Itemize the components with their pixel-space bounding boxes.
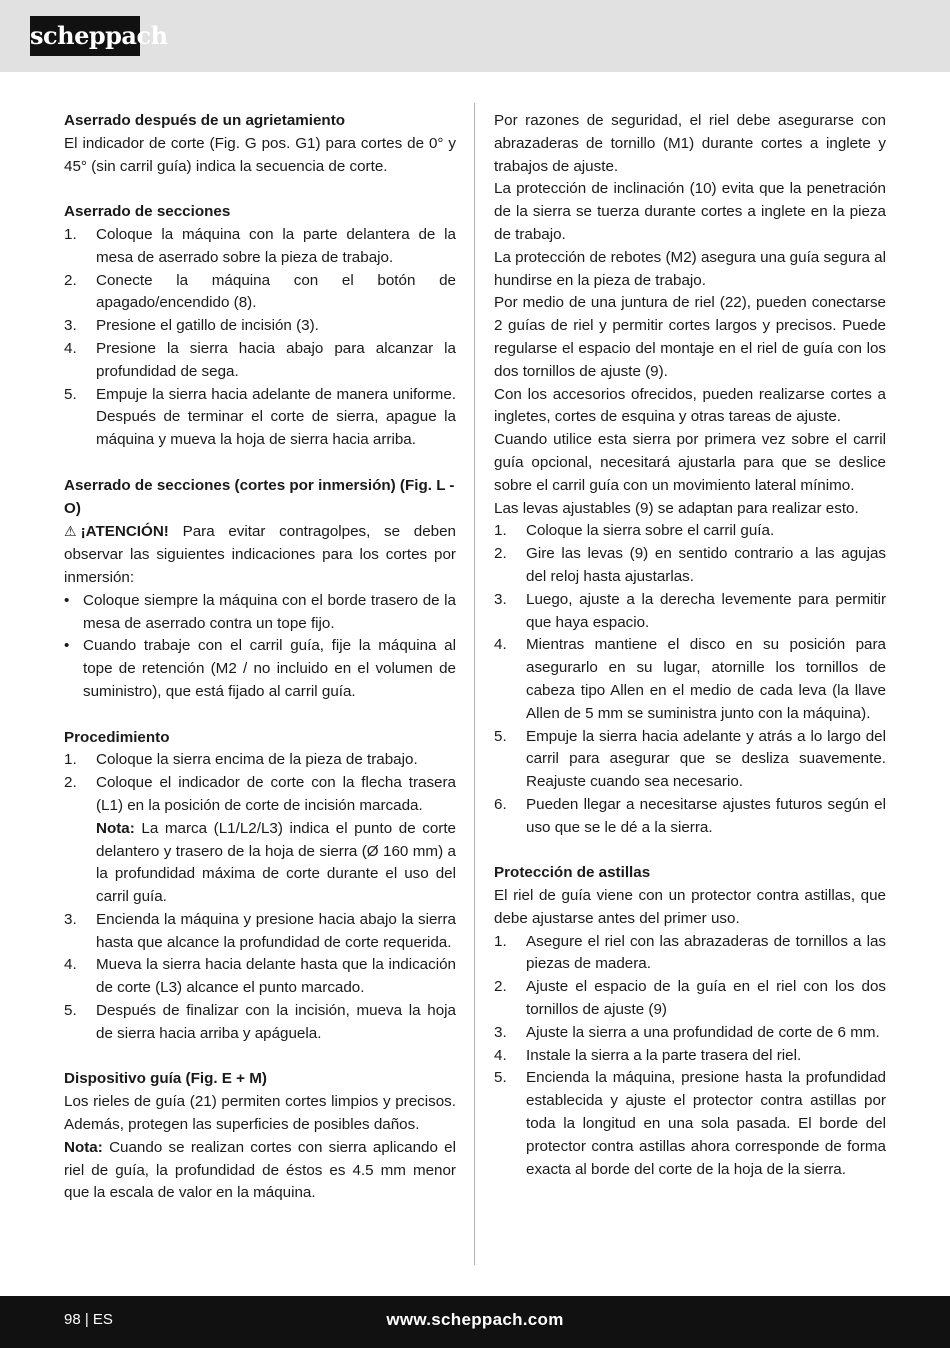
section-heading: Aserrado de secciones [64,203,231,221]
paragraph: Las levas ajustables (9) se adaptan para realizar esto. [494,499,859,517]
website-url: www.scheppach.com [386,1310,564,1329]
list-item: 5. Después de finalizar con la incisión, mueva la hoja de sierra hacia arriba y apáguela. [64,1002,456,1042]
section-heading: Aserrado de secciones (cortes por inmersión) (Fig. L - O) [64,476,455,517]
list-item: • Coloque siempre la máquina con el borde trasero de la mesa de aserrado contra un tope fijo. [64,591,456,632]
section-heading: Procedimiento [64,728,170,746]
column-divider [474,103,475,1265]
note-label: Nota: [96,819,135,837]
numbered-list [494,520,886,839]
warning-paragraph: ⚠ ¡ATENCIÓN! Para evitar contragolpes, se deben observar las siguientes indicaciones para los cortes por inmersión: [64,520,456,589]
bullet-list [64,590,456,704]
paragraph: El indicador de corte (Fig. G pos. G1) para cortes de 0° y 45° (sin carril guía) indica la secuencia de corte. [64,134,456,175]
paragraph: La protección de rebotes (M2) asegura una guía segura al hundirse en la pieza de trabajo. [494,248,886,289]
paragraph: La protección de inclinación (10) evita que la penetración de la sierra se tuerza durante cortes a inglete en la pieza de trabajo. [494,180,886,243]
list-item: 3. Encienda la máquina y presione hacia abajo la sierra hasta que alcance la profundidad de corte requerida. [64,910,456,951]
paragraph: Por razones de seguridad, el riel debe asegurarse con abrazaderas de tornillo (M1) durante cortes a inglete y trabajos de ajuste. [494,112,886,175]
list-item: 4. Instale la sierra a la parte trasera del riel. [494,1046,802,1064]
list-item: 1. Asegure el riel con las abrazaderas de tornillos a las piezas de madera. [494,932,886,973]
list-item: 2. Ajuste el espacio de la guía en el riel con los dos tornillos de ajuste (9) [494,978,886,1019]
header-bar [0,0,950,72]
paragraph: Por medio de una juntura de riel (22), pueden conectarse 2 guías de riel y permitir cortes largos y precisos. Puede regularse el espacio del montaje en el riel de guía con los dos tornillos de ajuste (9). [494,294,886,380]
list-item: • Cuando trabaje con el carril guía, fije la máquina al tope de retención (M2 / no incluido en el volumen de suministro), que está fijado al carril guía. [64,637,456,700]
list-item: 4. Presione la sierra hacia abajo para alcanzar la profundidad de sega. [64,339,456,380]
paragraph: Los rieles de guía (21) permiten cortes limpios y precisos. Además, protegen las superficies de posibles daños. [64,1093,456,1134]
list-item: 1. Coloque la máquina con la parte delantera de la mesa de aserrado sobre la pieza de trabajo. [64,225,456,266]
section-heading: Aserrado después de un agrietamiento [64,112,346,129]
numbered-list [64,224,456,452]
note-paragraph: Nota: Cuando se realizan cortes con sierra aplicando el riel de guía, la profundidad de éstos es 4.5 mm menor que la escala de valor en la máquina. [64,1138,456,1202]
note-label: Nota: [64,1138,103,1156]
paragraph: Cuando utilice esta sierra por primera vez sobre el carril guía opcional, necesitará ajustarla para que se deslice sobre el carril guía con un movimiento lateral mínimo. [494,431,886,494]
numbered-list [64,749,456,1045]
attention-label: ¡ATENCIÓN! [80,523,169,541]
list-item: 6. Pueden llegar a necesitarse ajustes futuros según el uso que se le dé a la sierra. [494,795,886,836]
list-item: 2. Gire las levas (9) en sentido contrario a las agujas del reloj hasta ajustarlas. [494,545,886,585]
left-column [64,110,456,1205]
list-item: 5. Empuje la sierra hacia adelante de manera uniforme. Después de terminar el corte de sierra, apague la máquina y mueva la hoja de sierra hacia arriba. [64,385,456,449]
list-item: 3. Luego, ajuste a la derecha levemente para permitir que haya espacio. [494,590,886,631]
section-heading: Protección de astillas [494,864,651,882]
paragraph: El riel de guía viene con un protector contra astillas, que debe ajustarse antes del primer uso. [494,887,886,927]
brand-logo: scheppach [30,16,140,56]
list-item: 2. Conecte la máquina con el botón de apagado/encendido (8). [64,271,456,312]
section-heading: Dispositivo guía (Fig. E + M) [64,1070,267,1088]
list-item: 2. Coloque el indicador de corte con la flecha trasera (L1) en la posición de corte de incisión marcada. Nota: La marca (L1/L2/L3) indica el punto de corte delantero y trasero de la hoja de sierra (Ø 160 mm) a la profundidad máxima de corte durante el uso del carril guía. [64,774,456,906]
list-item: 5. Empuje la sierra hacia adelante y atrás a lo largo del carril para asegurar que se desliza suavemente. Reajuste cuando sea necesario. [494,727,886,791]
list-item: 1. Coloque la sierra sobre el carril guía. [494,522,775,540]
list-item: 5. Encienda la máquina, presione hasta la profundidad establecida y ajuste el protector contra astillas por toda la longitud en una sola pasada. El borde del protector contra astillas ahora corresponde de forma exacta al borde del corte de la hoja de la sierra. [494,1069,886,1178]
list-item: 1. Coloque la sierra encima de la pieza de trabajo. [64,751,418,769]
list-item: 4. Mientras mantiene el disco en su posición para asegurarlo en su lugar, atornille los tornillos de cabeza tipo Allen en el medio de cada leva (la llave Allen de 5 mm se suministra junto con la máquina). [494,636,886,722]
warning-icon: ⚠ [64,523,77,540]
page-number: 98 | ES [64,1311,113,1328]
list-item: 4. Mueva la sierra hacia delante hasta que la indicación de corte (L3) alcance el punto marcado. [64,956,456,997]
list-item: 3. Presione el gatillo de incisión (3). [64,317,319,335]
numbered-list [494,931,886,1182]
paragraph: Con los accesorios ofrecidos, pueden realizarse cortes a ingletes, cortes de esquina y otras tareas de ajuste. [494,385,886,426]
right-column [494,110,886,1181]
footer-bar [0,1296,950,1348]
list-item: 3. Ajuste la sierra a una profundidad de corte de 6 mm. [494,1023,880,1041]
